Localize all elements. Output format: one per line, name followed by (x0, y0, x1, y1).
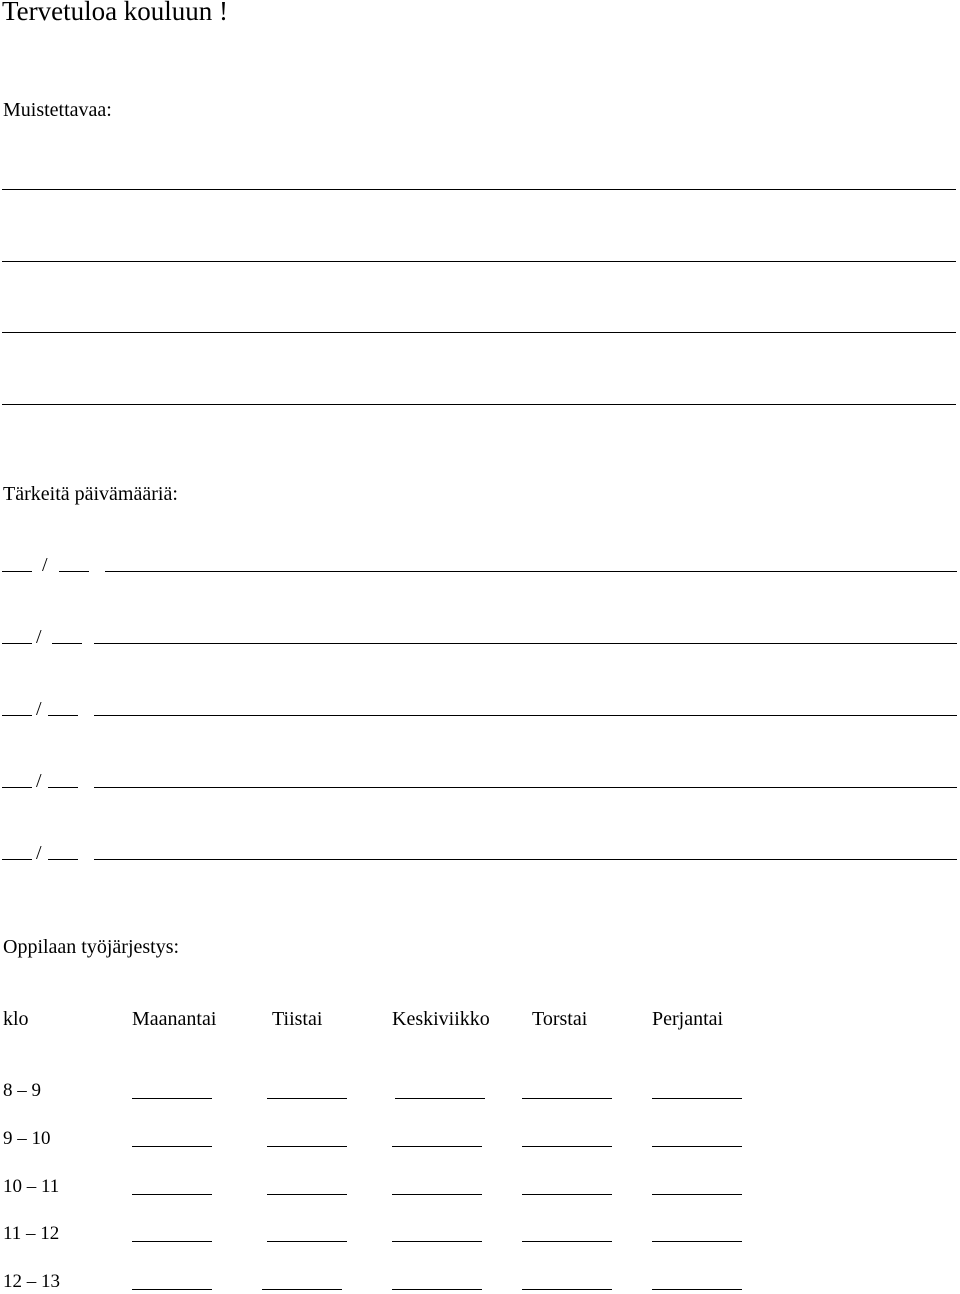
friday-blank (652, 1289, 742, 1290)
tuesday-blank (267, 1098, 347, 1099)
tuesday-blank (267, 1241, 347, 1242)
page-title: Tervetuloa kouluun ! (2, 0, 229, 26)
reminder-line-4 (2, 404, 956, 405)
thursday-blank (522, 1098, 612, 1099)
friday-blank (652, 1241, 742, 1242)
header-monday: Maanantai (132, 1008, 217, 1030)
date-separator: / (36, 770, 42, 792)
tuesday-blank (267, 1194, 347, 1195)
date-separator: / (36, 626, 42, 648)
date-description-line (94, 715, 957, 716)
header-klo: klo (3, 1008, 29, 1030)
tuesday-blank (262, 1289, 342, 1290)
header-wednesday: Keskiviikko (392, 1008, 490, 1030)
friday-blank (652, 1194, 742, 1195)
date-separator: / (42, 554, 48, 576)
time-slot: 10 – 11 (3, 1176, 60, 1197)
thursday-blank (522, 1194, 612, 1195)
monday-blank (132, 1194, 212, 1195)
date-description-line (105, 571, 957, 572)
wednesday-blank (392, 1241, 482, 1242)
month-blank (48, 715, 78, 716)
day-blank (2, 787, 32, 788)
time-slot: 11 – 12 (3, 1223, 60, 1244)
day-blank (2, 643, 32, 644)
reminder-line-1 (2, 189, 956, 190)
monday-blank (132, 1146, 212, 1147)
date-description-line (94, 859, 957, 860)
thursday-blank (522, 1289, 612, 1290)
header-friday: Perjantai (652, 1008, 724, 1030)
thursday-blank (522, 1241, 612, 1242)
monday-blank (132, 1289, 212, 1290)
tuesday-blank (267, 1146, 347, 1147)
month-blank (52, 643, 82, 644)
day-blank (2, 571, 32, 572)
date-description-line (94, 787, 957, 788)
day-blank (2, 715, 32, 716)
date-separator: / (36, 698, 42, 720)
time-slot: 8 – 9 (3, 1080, 41, 1101)
reminders-label: Muistettavaa: (3, 99, 112, 121)
wednesday-blank (392, 1146, 482, 1147)
date-separator: / (36, 842, 42, 864)
reminder-line-2 (2, 261, 956, 262)
monday-blank (132, 1241, 212, 1242)
friday-blank (652, 1098, 742, 1099)
wednesday-blank (392, 1289, 482, 1290)
wednesday-blank (395, 1098, 485, 1099)
wednesday-blank (392, 1194, 482, 1195)
day-blank (2, 859, 32, 860)
thursday-blank (522, 1146, 612, 1147)
reminder-line-3 (2, 332, 956, 333)
month-blank (48, 787, 78, 788)
header-tuesday: Tiistai (272, 1008, 323, 1030)
time-slot: 9 – 10 (3, 1128, 51, 1149)
month-blank (48, 859, 78, 860)
dates-label: Tärkeitä päivämääriä: (3, 483, 178, 505)
monday-blank (132, 1098, 212, 1099)
date-description-line (94, 643, 957, 644)
header-thursday: Torstai (532, 1008, 588, 1030)
time-slot: 12 – 13 (3, 1271, 60, 1292)
month-blank (59, 571, 89, 572)
schedule-label: Oppilaan työjärjestys: (3, 936, 180, 958)
friday-blank (652, 1146, 742, 1147)
